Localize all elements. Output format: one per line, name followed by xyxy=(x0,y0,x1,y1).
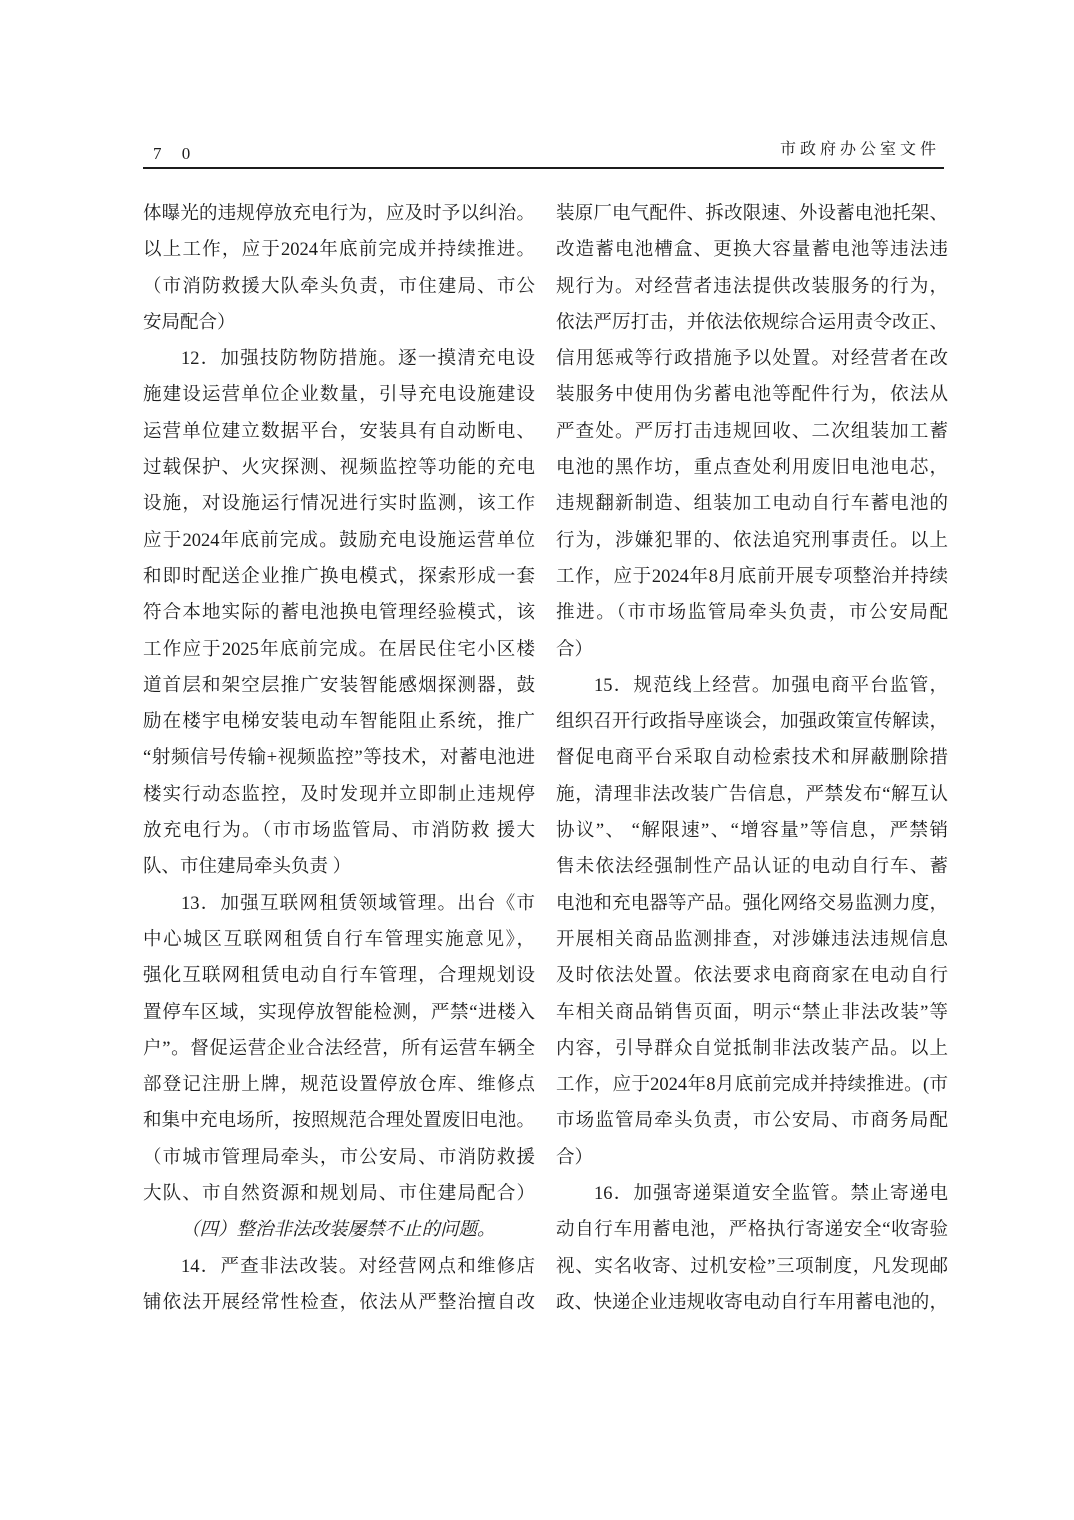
text-line: 工作，应于2024年8月底前完成并持续推进。(市 xyxy=(556,1075,948,1096)
text-line: 协议”、 “解限速”、“增容量”等信息，严禁销 xyxy=(556,821,948,842)
text-column-right xyxy=(556,196,948,1321)
header-divider xyxy=(143,167,944,169)
text-line: （市城市管理局牵头，市公安局、市消防救援 xyxy=(143,1147,535,1168)
text-line: 装原厂电气配件、拆改限速、外设蓄电池托架、 xyxy=(556,204,948,224)
text-line: 过载保护、火灾探测、视频监控等功能的充电 xyxy=(143,458,535,479)
text-line: 和集中充电场所，按照规范合理处置废旧电池。 xyxy=(143,1111,535,1132)
text-line: 运营单位建立数据平台，安装具有自动断电、 xyxy=(143,421,535,442)
text-line: “射频信号传输+视频监控”等技术，对蓄电池进 xyxy=(143,748,535,769)
text-line: 视、实名收寄、过机安检”三项制度，凡发现邮 xyxy=(556,1256,948,1277)
text-line: 组织召开行政指导座谈会，加强政策宣传解读， xyxy=(556,712,948,733)
text-line: 开展相关商品监测排查，对涉嫌违法违规信息 xyxy=(556,929,948,950)
text-line: 和即时配送企业推广换电模式，探索形成一套 xyxy=(143,566,535,587)
text-line: 以上工作，应于2024年底前完成并持续推进。 xyxy=(143,240,535,261)
text-line: 应于2024年底前完成。鼓励充电设施运营单位 xyxy=(143,530,535,551)
text-line: 规行为。对经营者违法提供改装服务的行为， xyxy=(556,276,948,297)
text-line: 严查处。严厉打击违规回收、二次组装加工蓄 xyxy=(556,421,948,442)
text-line: 及时依法处置。依法要求电商商家在电动自行 xyxy=(556,966,948,987)
text-line: 电池和充电器等产品。强化网络交易监测力度， xyxy=(556,893,948,914)
text-line: 违规翻新制造、组装加工电动自行车蓄电池的 xyxy=(556,494,948,515)
text-line: 售未依法经强制性产品认证的电动自行车、蓄 xyxy=(556,857,948,878)
text-line: 励在楼宇电梯安装电动车智能阻止系统，推广 xyxy=(143,712,535,733)
text-line: 推进。（市市场监管局牵头负责，市公安局配 xyxy=(556,603,948,624)
text-line: 12．加强技防物防措施。逐一摸清充电设 xyxy=(181,349,535,370)
text-line: 施，清理非法改装广告信息，严禁发布“解互认 xyxy=(556,784,948,805)
text-line: 放充电行为。（市市场监管局、市消防救 援大 xyxy=(143,821,535,842)
text-line: 施建设运营单位企业数量，引导充电设施建设 xyxy=(143,385,535,406)
text-line: 强化互联网租赁电动自行车管理，合理规划设 xyxy=(143,966,535,987)
text-line: 楼实行动态监控，及时发现并立即制止违规停 xyxy=(143,784,535,805)
text-line: 道首层和架空层推广安装智能感烟探测器，鼓 xyxy=(143,675,535,696)
text-column-left xyxy=(143,196,535,1321)
text-line: 市场监管局牵头负责，市公安局、市商务局配 xyxy=(556,1111,948,1132)
text-line: 13．加强互联网租赁领域管理。出台《市 xyxy=(181,893,535,914)
text-line: （市消防救援大队牵头负责，市住建局、市公 xyxy=(143,276,535,297)
text-line: 行为，涉嫌犯罪的、依法追究刑事责任。以上 xyxy=(556,530,948,551)
text-line: 内容，引导群众自觉抵制非法改装产品。以上 xyxy=(556,1038,948,1059)
text-line: 设施，对设施运行情况进行实时监测，该工作 xyxy=(143,494,535,515)
text-line: 装服务中使用伪劣蓄电池等配件行为，依法从 xyxy=(556,385,948,406)
text-line: 大队、市自然资源和规划局、市住建局配合） xyxy=(143,1184,535,1205)
text-line: 户”。督促运营企业合法经营，所有运营车辆全 xyxy=(143,1038,535,1059)
text-line: 合） xyxy=(556,639,594,660)
text-line: 16．加强寄递渠道安全监管。禁止寄递电 xyxy=(594,1184,948,1205)
text-line: 工作，应于2024年8月底前开展专项整治并持续 xyxy=(556,566,948,587)
text-line: 改造蓄电池槽盒、更换大容量蓄电池等违法违 xyxy=(556,240,948,261)
text-line: 依法严厉打击，并依法依规综合运用责令改正、 xyxy=(556,312,948,333)
text-line: 15．规范线上经营。加强电商平台监管， xyxy=(594,675,948,696)
text-line: 队、市住建局牵头负责 ） xyxy=(143,857,352,878)
page-number: 7 0 xyxy=(153,144,199,163)
text-line: 车相关商品销售页面，明示“禁止非法改装”等 xyxy=(556,1002,948,1023)
text-line: 置停车区域，实现停放智能检测，严禁“进楼入 xyxy=(143,1002,535,1023)
text-line: 信用惩戒等行政措施予以处置。对经营者在改 xyxy=(556,349,948,370)
text-line: 政、快递企业违规收寄电动自行车用蓄电池的， xyxy=(556,1292,948,1313)
text-line: 动自行车用蓄电池，严格执行寄递安全“收寄验 xyxy=(556,1220,948,1241)
text-line: 铺依法开展经常性检查，依法从严整治擅自改 xyxy=(143,1292,535,1313)
text-line: 督促电商平台采取自动检索技术和屏蔽删除措 xyxy=(556,748,948,769)
text-line: 电池的黑作坊，重点查处利用废旧电池电芯， xyxy=(556,458,948,479)
document-header-label: 市政府办公室文件 xyxy=(779,141,940,158)
text-line: 体曝光的违规停放充电行为，应及时予以纠治。 xyxy=(143,204,535,224)
text-line: 合） xyxy=(556,1147,594,1168)
text-line: 14．严查非法改装。对经营网点和维修店 xyxy=(181,1256,535,1277)
text-line: 符合本地实际的蓄电池换电管理经验模式，该 xyxy=(143,603,535,624)
text-line: 安局配合） xyxy=(143,312,236,333)
text-line: （四）整治非法改装屡禁不止的问题。 xyxy=(181,1220,496,1241)
text-line: 中心城区互联网租赁自行车管理实施意见》， xyxy=(143,929,535,950)
text-line: 工作应于2025年底前完成。在居民住宅小区楼 xyxy=(143,639,535,660)
text-line: 部登记注册上牌，规范设置停放仓库、维修点 xyxy=(143,1075,535,1096)
